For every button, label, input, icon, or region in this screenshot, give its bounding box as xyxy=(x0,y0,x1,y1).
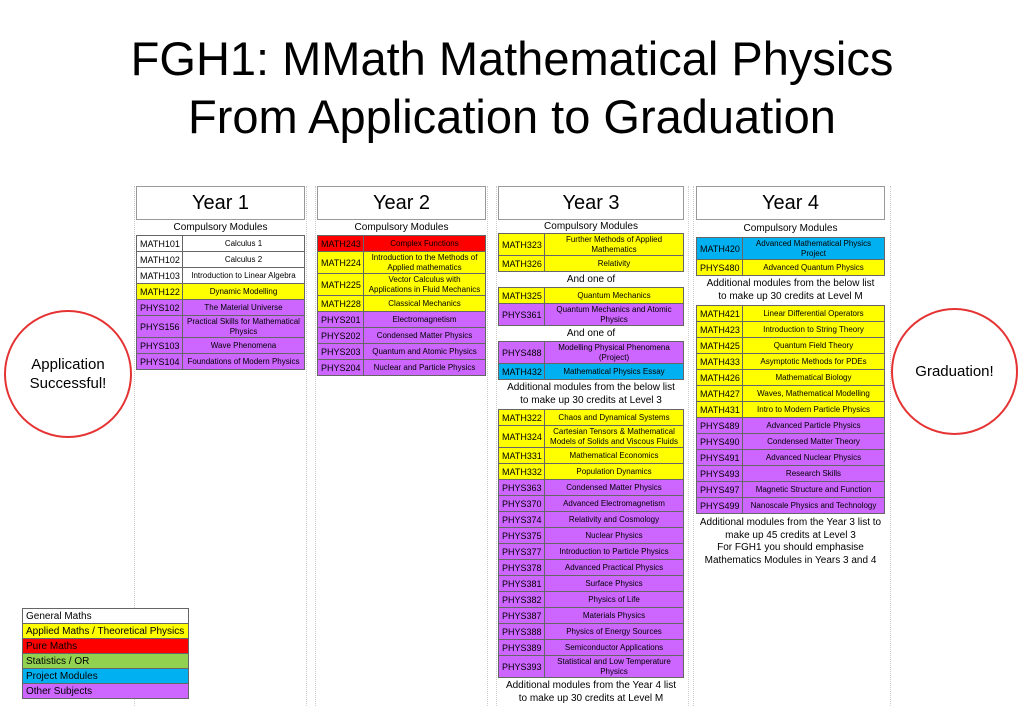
module-row xyxy=(318,236,486,252)
module-row xyxy=(697,498,885,514)
module-row xyxy=(499,342,684,364)
module-code: PHYS389 xyxy=(499,640,545,656)
module-row xyxy=(499,256,684,272)
module-name: Relativity and Cosmology xyxy=(545,512,684,528)
module-name: Introduction to Particle Physics xyxy=(545,544,684,560)
module-code: MATH325 xyxy=(499,288,545,304)
module-name: Population Dynamics xyxy=(545,464,684,480)
module-name: Advanced Quantum Physics xyxy=(743,260,885,276)
module-name: Vector Calculus with Applications in Fluid Mechanics xyxy=(364,274,486,296)
module-name: Complex Functions xyxy=(364,236,486,252)
module-code: MATH427 xyxy=(697,386,743,402)
year3-choice1 xyxy=(498,287,684,326)
module-row xyxy=(137,354,305,370)
title-line-1: FGH1: MMath Mathematical Physics xyxy=(130,32,894,85)
module-name: Introduction to Linear Algebra xyxy=(183,268,305,284)
module-row xyxy=(697,238,885,260)
year1-column xyxy=(136,186,305,370)
year3-footer-note xyxy=(498,678,684,707)
year4-note-line-2: to make up 30 credits at Level M xyxy=(718,290,863,302)
module-code: PHYS361 xyxy=(499,304,545,326)
application-line-2: Successful! xyxy=(29,375,107,392)
year3-and-one-of-2: And one of xyxy=(566,328,616,339)
module-code: PHYS381 xyxy=(499,576,545,592)
module-row xyxy=(318,360,486,376)
module-name: Mathematical Physics Essay xyxy=(545,364,684,380)
application-line-1: Application xyxy=(31,356,105,373)
module-code: MATH425 xyxy=(697,338,743,354)
module-name: Condensed Matter Physics xyxy=(545,480,684,496)
module-name: Condensed Matter Theory xyxy=(743,434,885,450)
module-row xyxy=(499,496,684,512)
module-row xyxy=(137,338,305,354)
module-name: Chaos and Dynamical Systems xyxy=(545,410,684,426)
module-name: Introduction to the Methods of Applied mathematics xyxy=(364,252,486,274)
module-name: Mathematical Economics xyxy=(545,448,684,464)
module-row xyxy=(499,624,684,640)
year4-column xyxy=(696,186,885,569)
module-code: PHYS489 xyxy=(697,418,743,434)
application-circle xyxy=(4,310,132,438)
module-row xyxy=(318,312,486,328)
module-code: MATH243 xyxy=(318,236,364,252)
module-name: Wave Phenomena xyxy=(183,338,305,354)
module-row xyxy=(318,274,486,296)
module-row xyxy=(499,592,684,608)
module-name: Advanced Practical Physics xyxy=(545,560,684,576)
module-code: PHYS363 xyxy=(499,480,545,496)
module-row xyxy=(499,464,684,480)
module-code: MATH433 xyxy=(697,354,743,370)
module-row xyxy=(137,316,305,338)
module-name: Mathematical Biology xyxy=(743,370,885,386)
module-row xyxy=(697,386,885,402)
module-row xyxy=(499,288,684,304)
module-code: MATH122 xyxy=(137,284,183,300)
year1-modules xyxy=(136,235,305,370)
module-row xyxy=(499,576,684,592)
module-row xyxy=(697,418,885,434)
module-row xyxy=(318,252,486,274)
module-row xyxy=(697,338,885,354)
module-code: PHYS102 xyxy=(137,300,183,316)
module-row xyxy=(137,284,305,300)
year1-compulsory-label: Compulsory Modules xyxy=(173,222,268,233)
module-name: Statistical and Low Temperature Physics xyxy=(545,656,684,678)
module-code: PHYS204 xyxy=(318,360,364,376)
legend-item xyxy=(23,609,189,624)
module-row xyxy=(697,322,885,338)
module-row xyxy=(137,300,305,316)
year4-compulsory-label: Compulsory Modules xyxy=(743,223,838,234)
legend-item xyxy=(23,654,189,669)
module-name: Linear Differential Operators xyxy=(743,306,885,322)
year3-note-line-1: Additional modules from the below list xyxy=(507,382,675,393)
module-code: MATH331 xyxy=(499,448,545,464)
module-name: Quantum Field Theory xyxy=(743,338,885,354)
module-code: MATH103 xyxy=(137,268,183,284)
module-code: PHYS493 xyxy=(697,466,743,482)
module-row xyxy=(697,354,885,370)
module-row xyxy=(499,560,684,576)
module-name: Relativity xyxy=(545,256,684,272)
year3-compulsory xyxy=(498,233,684,272)
year4-note-line-1: Additional modules from the below list xyxy=(706,278,875,289)
module-code: MATH224 xyxy=(318,252,364,274)
module-code: PHYS377 xyxy=(499,544,545,560)
module-code: MATH228 xyxy=(318,296,364,312)
module-row xyxy=(318,344,486,360)
legend-label: Other Subjects xyxy=(23,684,189,699)
module-row xyxy=(499,426,684,448)
module-name: Physics of Life xyxy=(545,592,684,608)
module-code: PHYS156 xyxy=(137,316,183,338)
year4-footer-line-2: make up 45 credits at Level 3 xyxy=(725,529,856,541)
module-name: Advanced Nuclear Physics xyxy=(743,450,885,466)
module-name: Semiconductor Applications xyxy=(545,640,684,656)
module-code: PHYS491 xyxy=(697,450,743,466)
module-name: Quantum Mechanics xyxy=(545,288,684,304)
page-title xyxy=(0,30,1024,146)
module-row xyxy=(697,450,885,466)
module-code: PHYS375 xyxy=(499,528,545,544)
module-name: Modelling Physical Phenomena (Project) xyxy=(545,342,684,364)
legend-item xyxy=(23,669,189,684)
year3-heading: Year 3 xyxy=(498,186,684,220)
module-name: Dynamic Modelling xyxy=(183,284,305,300)
module-code: PHYS201 xyxy=(318,312,364,328)
module-row xyxy=(697,466,885,482)
year3-choice2 xyxy=(498,341,684,380)
module-code: PHYS499 xyxy=(697,498,743,514)
module-code: MATH421 xyxy=(697,306,743,322)
module-code: PHYS388 xyxy=(499,624,545,640)
module-code: MATH101 xyxy=(137,236,183,252)
module-row xyxy=(697,434,885,450)
module-name: Nuclear and Particle Physics xyxy=(364,360,486,376)
year3-additional-note xyxy=(498,380,684,409)
module-name: Nanoscale Physics and Technology xyxy=(743,498,885,514)
module-name: Quantum Mechanics and Atomic Physics xyxy=(545,304,684,326)
module-name: Foundations of Modern Physics xyxy=(183,354,305,370)
module-row xyxy=(318,328,486,344)
graduation-text: Graduation! xyxy=(915,363,994,380)
module-row xyxy=(137,236,305,252)
module-row xyxy=(499,528,684,544)
module-row xyxy=(499,410,684,426)
module-code: MATH326 xyxy=(499,256,545,272)
year4-footer-note xyxy=(696,514,885,569)
module-row xyxy=(499,640,684,656)
module-code: PHYS374 xyxy=(499,512,545,528)
module-name: Intro to Modern Particle Physics xyxy=(743,402,885,418)
module-row xyxy=(697,482,885,498)
module-code: PHYS382 xyxy=(499,592,545,608)
module-name: Practical Skills for Mathematical Physics xyxy=(183,316,305,338)
module-name: Calculus 1 xyxy=(183,236,305,252)
module-code: MATH423 xyxy=(697,322,743,338)
module-name: Introduction to String Theory xyxy=(743,322,885,338)
module-row xyxy=(697,306,885,322)
legend-label: Applied Maths / Theoretical Physics xyxy=(23,624,189,639)
module-row xyxy=(499,512,684,528)
module-code: PHYS490 xyxy=(697,434,743,450)
module-code: MATH420 xyxy=(697,238,743,260)
module-name: Advanced Electromagnetism xyxy=(545,496,684,512)
module-name: Quantum and Atomic Physics xyxy=(364,344,486,360)
year1-heading: Year 1 xyxy=(136,186,305,220)
year4-compulsory xyxy=(696,237,885,276)
legend-item xyxy=(23,684,189,699)
module-row xyxy=(499,364,684,380)
module-code: MATH225 xyxy=(318,274,364,296)
module-row xyxy=(697,370,885,386)
module-row xyxy=(697,260,885,276)
year4-options xyxy=(696,305,885,514)
legend-label: Statistics / OR xyxy=(23,654,189,669)
module-name: Nuclear Physics xyxy=(545,528,684,544)
module-row xyxy=(697,402,885,418)
year2-column xyxy=(317,186,486,376)
year3-options xyxy=(498,409,684,678)
module-code: MATH324 xyxy=(499,426,545,448)
module-row xyxy=(137,268,305,284)
year3-footer-line-2: to make up 30 credits at Level M xyxy=(518,692,664,704)
year3-column xyxy=(498,186,684,707)
module-row xyxy=(499,304,684,326)
module-row xyxy=(499,608,684,624)
legend-label: Project Modules xyxy=(23,669,189,684)
module-name: Condensed Matter Physics xyxy=(364,328,486,344)
module-code: PHYS488 xyxy=(499,342,545,364)
legend xyxy=(22,608,189,699)
module-code: PHYS393 xyxy=(499,656,545,678)
module-name: Asymptotic Methods for PDEs xyxy=(743,354,885,370)
module-code: PHYS497 xyxy=(697,482,743,498)
module-name: Calculus 2 xyxy=(183,252,305,268)
module-code: PHYS378 xyxy=(499,560,545,576)
module-code: MATH323 xyxy=(499,234,545,256)
year4-footer-line-1: Additional modules from the Year 3 list to xyxy=(699,517,882,528)
module-code: MATH322 xyxy=(499,410,545,426)
module-name: Waves, Mathematical Modelling xyxy=(743,386,885,402)
year2-modules xyxy=(317,235,486,376)
module-name: Materials Physics xyxy=(545,608,684,624)
year3-note-line-2: to make up 30 credits at Level 3 xyxy=(520,394,662,406)
module-name: Further Methods of Applied Mathematics xyxy=(545,234,684,256)
legend-label: Pure Maths xyxy=(23,639,189,654)
module-row xyxy=(499,480,684,496)
module-row xyxy=(137,252,305,268)
module-name: Classical Mechanics xyxy=(364,296,486,312)
module-code: PHYS387 xyxy=(499,608,545,624)
module-name: Advanced Mathematical Physics Project xyxy=(743,238,885,260)
module-code: PHYS202 xyxy=(318,328,364,344)
year3-and-one-of-1: And one of xyxy=(566,274,616,285)
module-row xyxy=(318,296,486,312)
legend-item xyxy=(23,639,189,654)
module-row xyxy=(499,544,684,560)
title-line-2: From Application to Graduation xyxy=(188,90,836,143)
module-code: MATH432 xyxy=(499,364,545,380)
module-name: Electromagnetism xyxy=(364,312,486,328)
year2-heading: Year 2 xyxy=(317,186,486,220)
module-name: Surface Physics xyxy=(545,576,684,592)
year2-compulsory-label: Compulsory Modules xyxy=(354,222,449,233)
module-code: PHYS480 xyxy=(697,260,743,276)
module-name: The Material Universe xyxy=(183,300,305,316)
module-code: MATH431 xyxy=(697,402,743,418)
module-row xyxy=(499,234,684,256)
module-code: PHYS203 xyxy=(318,344,364,360)
year3-footer-line-1: Additional modules from the Year 4 list xyxy=(505,680,677,691)
module-code: MATH426 xyxy=(697,370,743,386)
module-code: MATH102 xyxy=(137,252,183,268)
module-name: Cartesian Tensors & Mathematical Models of Solids and Viscous Fluids xyxy=(545,426,684,448)
year4-additional-note xyxy=(696,276,885,305)
module-name: Physics of Energy Sources xyxy=(545,624,684,640)
module-code: PHYS104 xyxy=(137,354,183,370)
year4-heading: Year 4 xyxy=(696,186,885,220)
graduation-circle xyxy=(891,308,1018,435)
module-name: Magnetic Structure and Function xyxy=(743,482,885,498)
legend-item xyxy=(23,624,189,639)
year4-footer-line-4: Mathematics Modules in Years 3 and 4 xyxy=(704,554,877,566)
module-name: Advanced Particle Physics xyxy=(743,418,885,434)
module-row xyxy=(499,656,684,678)
module-row xyxy=(499,448,684,464)
module-code: MATH332 xyxy=(499,464,545,480)
legend-label: General Maths xyxy=(23,609,189,624)
module-code: PHYS370 xyxy=(499,496,545,512)
year4-footer-line-3: For FGH1 you should emphasise xyxy=(717,542,864,553)
module-code: PHYS103 xyxy=(137,338,183,354)
module-name: Research Skills xyxy=(743,466,885,482)
year3-compulsory-label: Compulsory Modules xyxy=(544,221,638,232)
